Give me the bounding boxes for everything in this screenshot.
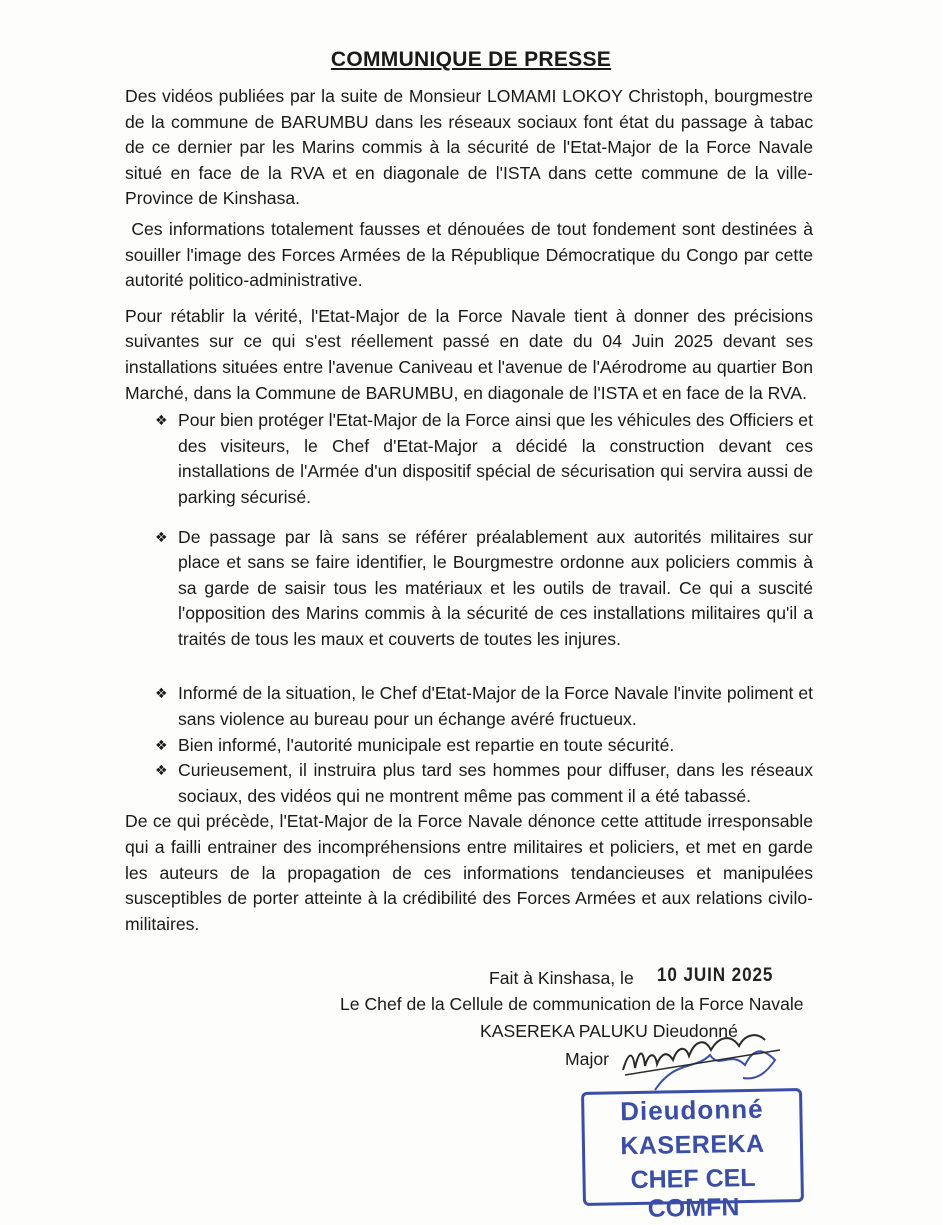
- place-line: Fait à Kinshasa, le: [489, 968, 634, 988]
- diamond-bullet-icon: ❖: [155, 412, 168, 429]
- diamond-bullet-icon: ❖: [155, 528, 168, 545]
- list-item: [125, 733, 813, 759]
- diamond-bullet-icon: ❖: [155, 762, 168, 779]
- stamp-line-3: CHEF CEL COMFN: [630, 1163, 756, 1223]
- list-item-text: Curieusement, il instruira plus tard ses hommes pour diffuser, dans les réseaux sociaux, des vidéos qui ne montrent même pas comment il a été tabassé.: [178, 760, 813, 806]
- list-item: [125, 758, 813, 809]
- facts-list: [125, 408, 813, 809]
- page-title: COMMUNIQUE DE PRESSE: [330, 48, 612, 71]
- signatory-name: KASEREKA PALUKU Dieudonné: [480, 1021, 738, 1041]
- list-item: [125, 525, 813, 653]
- official-stamp: [581, 1088, 804, 1223]
- list-item-text: De passage par là sans se référer préalablement aux autorités militaires sur place et sans se faire identifier, le Bourgmestre ordonne aux policiers commis à sa garde de saisir tous les matériaux et les outils de travail. Ce qui a suscité l'opposition des Marins commis à la sécurité de ces installations militaires qu'il a traités de tous les maux et couverts de toutes les injures.: [178, 526, 813, 649]
- diamond-bullet-icon: ❖: [155, 736, 168, 753]
- list-item-text: Informé de la situation, le Chef d'Etat-Major de la Force Navale l'invite poliment et sans violence au bureau pour un échange avéré fructueux.: [178, 683, 813, 730]
- stamp-line-2: KASEREKA: [620, 1129, 765, 1161]
- paragraph-denial: Ces informations totalement fausses et dénouées de tout fondement sont destinées à souiller l'image des Forces Armées de la République Démocratique du Congo par cette autorité politico-administrative.: [125, 218, 818, 291]
- document-body: [125, 84, 818, 937]
- stamp-line-1: Dieudonné: [619, 1093, 764, 1127]
- signatory-rank: Major: [565, 1049, 609, 1069]
- paragraph-facts: Pour rétablir la vérité, l'Etat-Major de la Force Navale tient à donner des précisions suivantes sur ce qui s'est réellement passé en date du 04 Juin 2025 devant ses installations situées entre l'avenue Caniveau et l'avenue de l'Aérodrome au quartier Bon Marché, dans la Commune de BARUMBU, en diagonale de l'ISTA et en face de la RVA.: [125, 305, 813, 403]
- list-item: [125, 681, 813, 732]
- paragraph-intro: Des vidéos publiées par la suite de Monsieur LOMAMI LOKOY Christoph, bourgmestre de la commune de BARUMBU dans les réseaux sociaux font état du passage à tabac de ce dernier par les Marins commis à la sécurité de l'Etat-Major de la Force Navale situé en face de la RVA et en diagonale de l'ISTA dans cette commune de la ville-Province de Kinshasa.: [125, 86, 813, 209]
- list-item-text: Pour bien protéger l'Etat-Major de la Force ainsi que les véhicules des Officiers et des visiteurs, le Chef d'Etat-Major a décidé la construction devant ces installations de l'Armée d'un dispositif spécial de sécurisation qui servira aussi de parking sécurisé.: [178, 410, 813, 507]
- list-item-text: Bien informé, l'autorité municipale est repartie en toute sécurité.: [178, 734, 675, 755]
- list-item: [125, 408, 813, 510]
- diamond-bullet-icon: ❖: [155, 685, 168, 702]
- paragraph-closing: De ce qui précède, l'Etat-Major de la Force Navale dénonce cette attitude irresponsable qui a failli entrainer des incompréhensions entre militaires et policiers, et met en garde les auteurs de la propagation de ces informations tendancieuses et manipulées susceptibles de porter atteinte à la crédibilité des Forces Armées et aux relations civilo-militaires.: [125, 811, 813, 934]
- date-stamp: 10 JUIN 2025: [657, 965, 774, 986]
- signatory-role: Le Chef de la Cellule de communication de la Force Navale: [340, 994, 804, 1014]
